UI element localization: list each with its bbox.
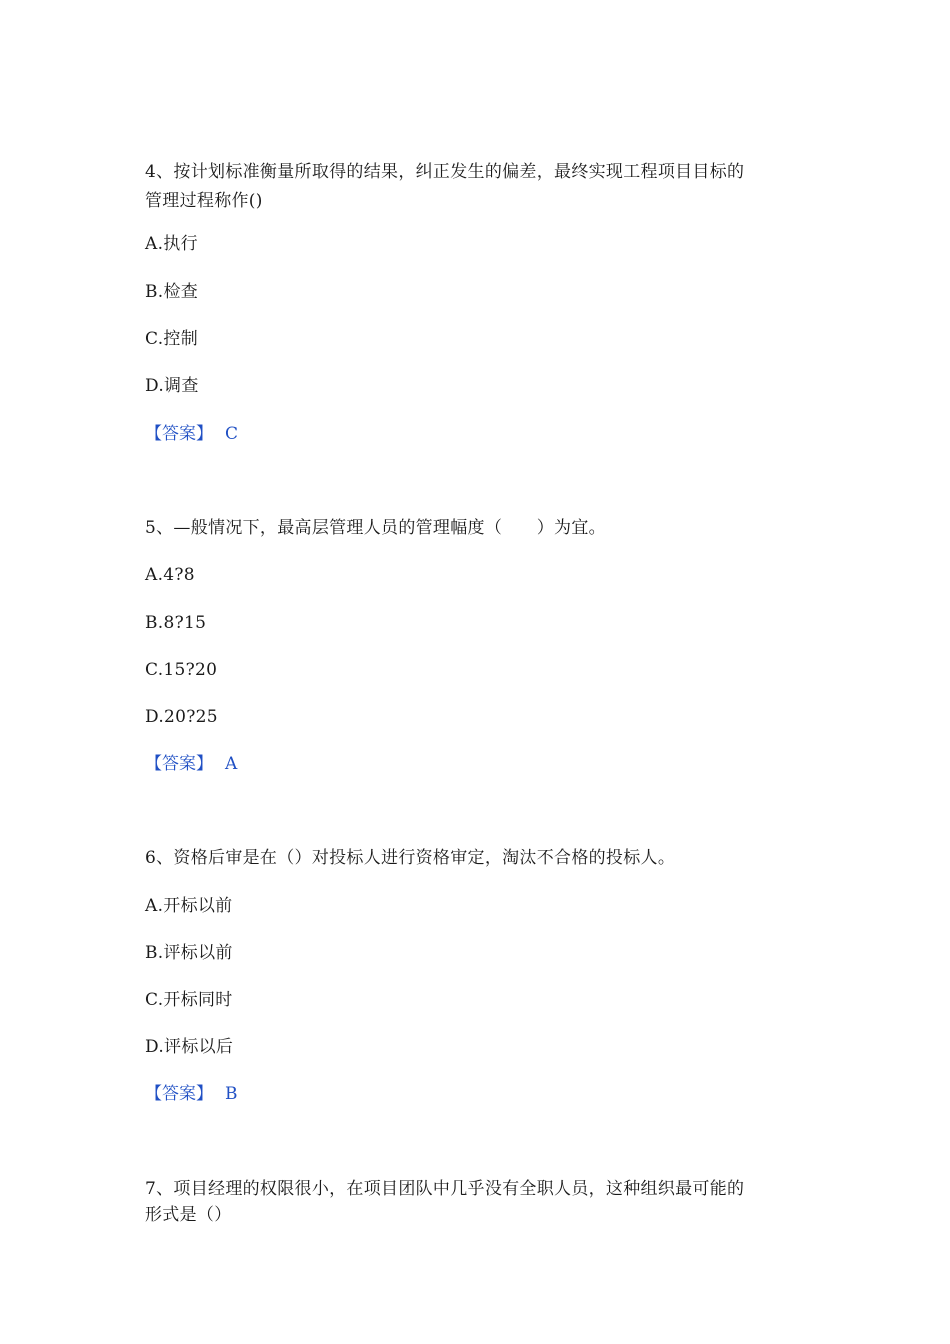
question-stem: 4、按计划标准衡量所取得的结果，纠正发生的偏差，最终实现工程项目目标的 [145,162,745,182]
question-stem: 7、项目经理的权限很小，在项目团队中几乎没有全职人员，这种组织最可能的 [145,1179,745,1199]
answer-label: 【答案】 [145,1084,213,1104]
answer-label: 【答案】 [145,424,213,444]
option-d: D.评标以后 [145,1037,234,1057]
answer-value: A [225,754,238,774]
question-stem: 形式是（） [145,1205,232,1225]
question-stem: 管理过程称作() [145,191,263,211]
option-a: A.开标以前 [145,896,233,916]
answer-line [145,422,238,446]
option-c: C.15?20 [145,660,218,680]
option-a: A.执行 [145,234,198,254]
answer-value: C [225,424,239,444]
option-c: C.开标同时 [145,990,233,1010]
option-b: B.检查 [145,282,199,302]
question-stem: 5、—般情况下，最高层管理人员的管理幅度（ ）为宜。 [145,518,606,538]
option-b: B.8?15 [145,613,207,633]
option-a: A.4?8 [145,565,195,585]
question-stem: 6、资格后审是在（）对投标人进行资格审定，淘汰不合格的投标人。 [145,848,676,868]
answer-value: B [225,1084,238,1104]
answer-label: 【答案】 [145,754,213,774]
answer-line [145,752,237,776]
option-b: B.评标以前 [145,943,233,963]
answer-line [145,1082,238,1106]
option-d: D.调查 [145,376,199,396]
option-c: C.控制 [145,329,199,349]
option-d: D.20?25 [145,707,218,727]
